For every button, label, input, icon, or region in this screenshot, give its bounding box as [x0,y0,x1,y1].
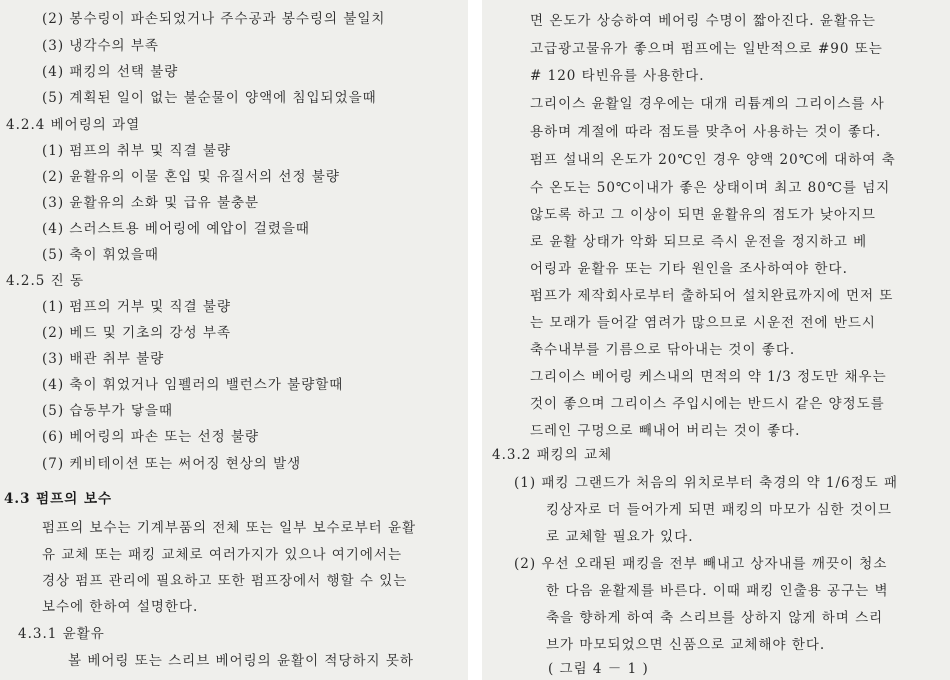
left-page [0,0,468,680]
text-line: (3) 냉각수의 부족 [42,38,159,54]
paragraph-line: 면 온도가 상승하여 베어링 수명이 짧아진다. 윤활유는 [530,13,876,29]
paragraph-line: 로 윤활 상태가 악화 되므로 즉시 운전을 정지하고 베 [530,234,868,250]
text-line: (3) 배관 취부 불량 [42,351,165,367]
paragraph-line: 보수에 한하여 설명한다. [42,599,199,615]
text-line: (5) 축이 휘었을때 [42,247,159,263]
text-line: (2) 봉수링이 파손되었거나 주수공과 봉수링의 불일치 [42,11,386,27]
text-line: (6) 베어링의 파손 또는 선정 불량 [42,429,260,445]
list-item-continuation: 한 다음 윤활제를 바른다. 이때 패킹 인출용 공구는 벽 [546,583,889,599]
text-line: (2) 베드 및 기초의 강성 부족 [42,325,231,341]
paragraph-line: 고급광고물유가 좋으며 펌프에는 일반적으로 #90 또는 [530,41,883,57]
paragraph-line: 볼 베어링 또는 스리브 베어링의 윤활이 적당하지 못하 [68,653,414,669]
page-gutter [468,0,482,680]
paragraph-line: 펌프 설내의 온도가 20℃인 경우 양액 20℃에 대하여 축 [530,152,896,168]
paragraph-line: 그리이스 윤활일 경우에는 대개 리튬계의 그리이스를 사 [530,96,885,112]
section-heading: 4.2.5 진 동 [6,273,85,289]
paragraph-line: # 120 타빈유를 사용한다. [530,68,705,84]
text-line: (1) 펌프의 거부 및 직결 불량 [42,299,231,315]
text-line: (5) 계획된 일이 없는 불순물이 양액에 침입되었을때 [42,90,377,106]
section-heading: 4.3.2 패킹의 교체 [492,447,613,463]
text-line: (1) 펌프의 취부 및 직결 불량 [42,143,231,159]
list-item-continuation: 로 교체할 필요가 있다. [546,529,694,545]
paragraph-line: 수 온도는 50℃이내가 좋은 상태이며 최고 80℃를 넘지 [530,180,891,196]
paragraph-line: 않도록 하고 그 이상이 되면 윤활유의 점도가 낮아지므 [530,207,876,223]
right-page [482,0,950,680]
list-item-continuation: 킹상자로 더 들어가게 되면 패킹의 마모가 심한 것이므 [546,502,892,518]
section-heading: 4.3 펌프의 보수 [4,491,113,507]
paragraph-line: 경상 펌프 관리에 필요하고 또한 펌프장에서 행할 수 있는 [42,573,408,589]
paragraph-line: 펌프의 보수는 기계부품의 전체 또는 일부 보수로부터 윤활 [42,520,417,536]
text-line: (4) 스러스트용 베어링에 예압이 걸렸을때 [42,221,310,237]
text-line: (2) 윤활유의 이물 혼입 및 유질서의 선정 불량 [42,169,340,185]
list-item: (1) 패킹 그랜드가 처음의 위치로부터 축경의 약 1/6정도 패 [514,475,899,491]
paragraph-line: 것이 좋으며 그리이스 주입시에는 반드시 같은 양정도를 [530,396,885,412]
text-line: (4) 축이 휘었거나 임펠러의 밸런스가 불량할때 [42,377,344,393]
section-heading: 4.2.4 베어링의 과열 [6,117,141,133]
paragraph-line: 드레인 구멍으로 빼내어 버리는 것이 좋다. [530,423,801,439]
section-heading: 4.3.1 윤활유 [18,626,105,642]
text-line: (7) 케비테이션 또는 써어징 현상의 발생 [42,456,302,472]
text-line: (3) 윤활유의 소화 및 급유 불충분 [42,195,260,211]
paragraph-line: 유 교체 또는 패킹 교체로 여러가지가 있으나 여기에서는 [42,547,402,563]
list-item-continuation: 축을 향하게 하여 축 스리브를 상하지 않게 하며 스리 [546,610,884,626]
paragraph-line: 펌프가 제작회사로부터 출하되어 설치완료까지에 먼저 또 [530,288,894,304]
figure-caption: ( 그림 4 － 1 ) [548,661,649,677]
text-line: (4) 패킹의 선택 불량 [42,64,179,80]
paragraph-line: 축수내부를 기름으로 닦아내는 것이 좋다. [530,342,796,358]
paragraph-line: 는 모래가 들어갈 염려가 많으므로 시운전 전에 반드시 [530,315,876,331]
text-line: (5) 습동부가 닿을때 [42,403,173,419]
list-item-continuation: 브가 마모되었으면 신품으로 교체해야 한다. [546,637,826,653]
paragraph-line: 그리이스 베어링 케스내의 면적의 약 1/3 정도만 채우는 [530,369,887,385]
paragraph-line: 어링과 윤활유 또는 기타 원인을 조사하여야 한다. [530,261,848,277]
list-item: (2) 우선 오래된 패킹을 전부 빼내고 상자내를 깨끗이 청소 [514,556,888,572]
paragraph-line: 용하며 계절에 따라 점도를 맞추어 사용하는 것이 좋다. [530,124,882,140]
